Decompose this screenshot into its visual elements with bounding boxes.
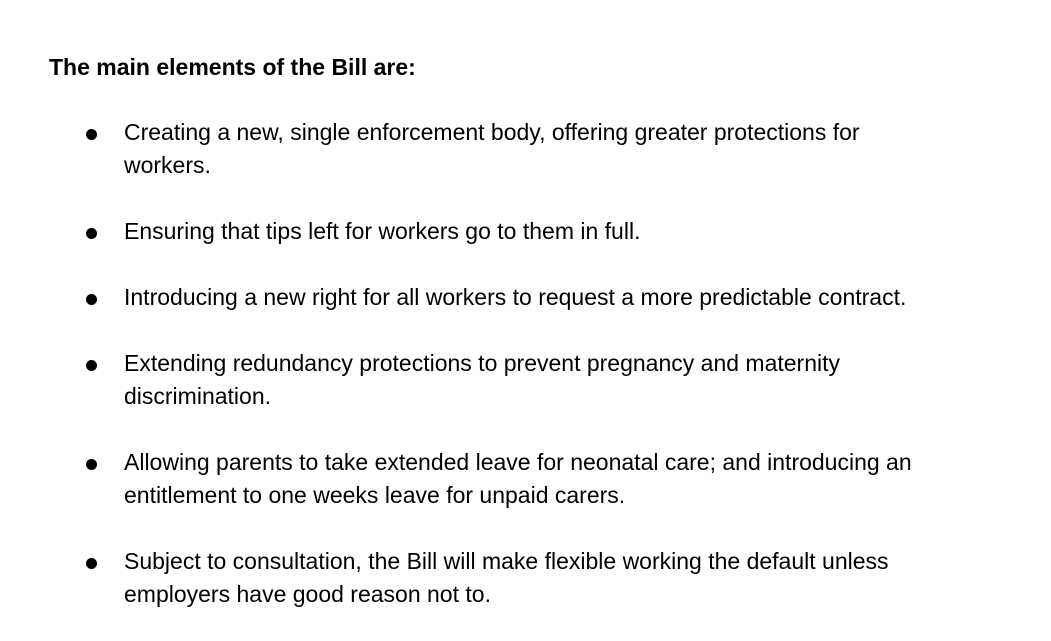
list-item-line: Allowing parents to take extended leave for neonatal care; and introducing an bbox=[124, 449, 912, 475]
bullet-icon bbox=[86, 129, 97, 140]
list-item-line: entitlement to one weeks leave for unpaid carers. bbox=[124, 482, 626, 508]
list-item-text bbox=[124, 347, 994, 413]
list-item-line: employers have good reason not to. bbox=[124, 581, 491, 607]
list-item-line: discrimination. bbox=[124, 383, 271, 409]
list-item-text bbox=[124, 545, 994, 611]
list-item-text bbox=[124, 116, 994, 182]
list-item-text bbox=[124, 215, 994, 248]
list-item-line: Creating a new, single enforcement body, offering greater protections for bbox=[124, 119, 860, 145]
list-item-text bbox=[124, 446, 994, 512]
bullet-icon bbox=[86, 360, 97, 371]
bullet-icon bbox=[86, 558, 97, 569]
list-item-line: workers. bbox=[124, 152, 211, 178]
bullet-icon bbox=[86, 228, 97, 239]
list-item-line: Extending redundancy protections to prevent pregnancy and maternity bbox=[124, 350, 840, 376]
list-item-line: Introducing a new right for all workers to request a more predictable contract. bbox=[124, 284, 907, 310]
bullet-icon bbox=[86, 294, 97, 305]
bullet-icon bbox=[86, 459, 97, 470]
section-heading: The main elements of the Bill are: bbox=[49, 54, 416, 80]
list-item-line: Ensuring that tips left for workers go to them in full. bbox=[124, 218, 641, 244]
list-item-line: Subject to consultation, the Bill will make flexible working the default unless bbox=[124, 548, 889, 574]
list-item-text bbox=[124, 281, 994, 314]
